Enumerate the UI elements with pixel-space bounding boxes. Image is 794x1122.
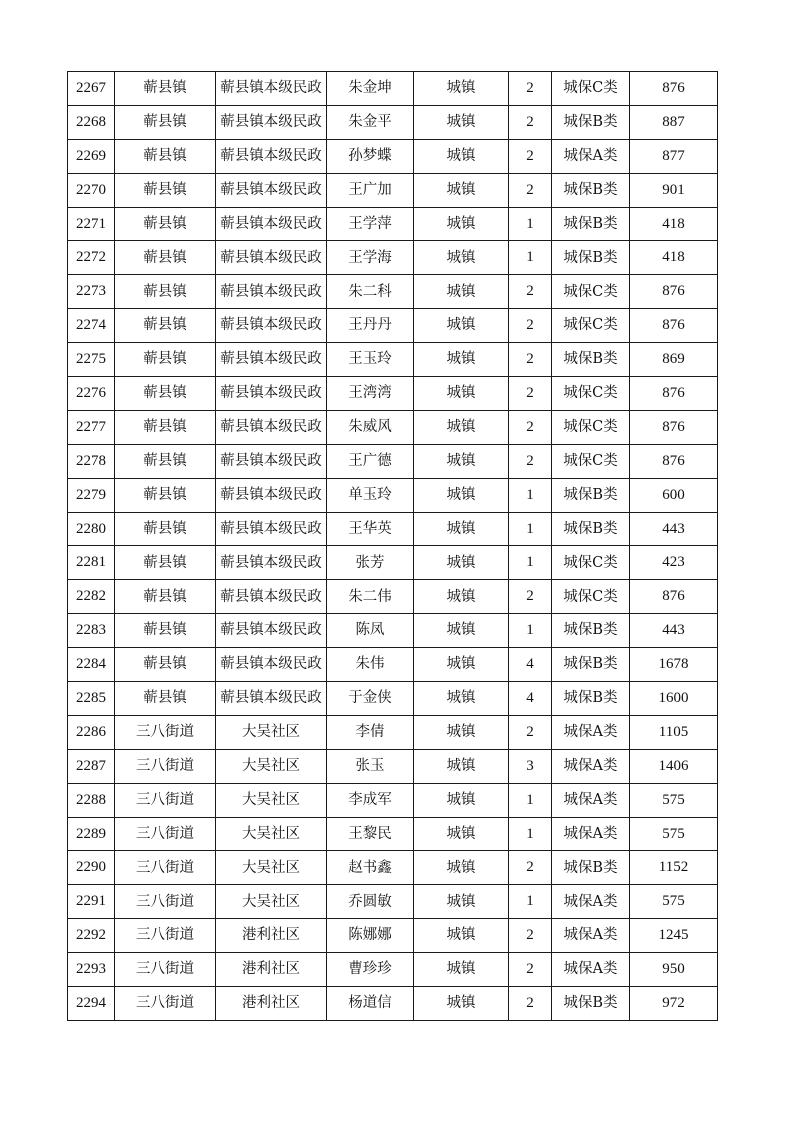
table-row [68, 885, 718, 919]
amount-cell: 869 [630, 343, 718, 377]
household-size-cell: 2 [509, 173, 552, 207]
area-type-cell: 城镇 [414, 478, 509, 512]
insurance-type-cell: 城保A类 [552, 817, 630, 851]
row-index: 2285 [68, 682, 115, 716]
row-index: 2287 [68, 749, 115, 783]
household-size-cell: 2 [509, 410, 552, 444]
community-cell: 蕲县镇本级民政 [216, 105, 327, 139]
community-cell: 蕲县镇本级民政 [216, 173, 327, 207]
household-size-cell: 1 [509, 783, 552, 817]
community-cell: 蕲县镇本级民政 [216, 139, 327, 173]
amount-cell: 876 [630, 410, 718, 444]
insurance-type-cell: 城保B类 [552, 682, 630, 716]
household-size-cell: 2 [509, 715, 552, 749]
household-size-cell: 2 [509, 105, 552, 139]
area-type-cell: 城镇 [414, 410, 509, 444]
amount-cell: 901 [630, 173, 718, 207]
town-cell: 蕲县镇 [115, 410, 216, 444]
town-cell: 蕲县镇 [115, 343, 216, 377]
town-cell: 蕲县镇 [115, 72, 216, 106]
area-type-cell: 城镇 [414, 546, 509, 580]
row-index: 2270 [68, 173, 115, 207]
insurance-type-cell: 城保A类 [552, 715, 630, 749]
household-size-cell: 3 [509, 749, 552, 783]
amount-cell: 575 [630, 885, 718, 919]
area-type-cell: 城镇 [414, 987, 509, 1021]
community-cell: 大吴社区 [216, 851, 327, 885]
amount-cell: 950 [630, 953, 718, 987]
community-cell: 蕲县镇本级民政 [216, 614, 327, 648]
name-cell: 朱二伟 [327, 580, 414, 614]
name-cell: 王玉玲 [327, 343, 414, 377]
row-index: 2288 [68, 783, 115, 817]
name-cell: 于金侠 [327, 682, 414, 716]
area-type-cell: 城镇 [414, 715, 509, 749]
name-cell: 王学海 [327, 241, 414, 275]
table-row [68, 817, 718, 851]
insurance-type-cell: 城保B类 [552, 512, 630, 546]
table-row [68, 783, 718, 817]
community-cell: 蕲县镇本级民政 [216, 546, 327, 580]
area-type-cell: 城镇 [414, 173, 509, 207]
town-cell: 蕲县镇 [115, 444, 216, 478]
row-index: 2271 [68, 207, 115, 241]
insurance-type-cell: 城保C类 [552, 275, 630, 309]
household-size-cell: 2 [509, 275, 552, 309]
insurance-type-cell: 城保A类 [552, 749, 630, 783]
amount-cell: 1152 [630, 851, 718, 885]
name-cell: 李倩 [327, 715, 414, 749]
town-cell: 三八街道 [115, 817, 216, 851]
name-cell: 王湾湾 [327, 377, 414, 411]
household-size-cell: 2 [509, 953, 552, 987]
community-cell: 蕲县镇本级民政 [216, 478, 327, 512]
town-cell: 蕲县镇 [115, 173, 216, 207]
insurance-type-cell: 城保C类 [552, 444, 630, 478]
row-index: 2269 [68, 139, 115, 173]
table-row [68, 749, 718, 783]
amount-cell: 877 [630, 139, 718, 173]
amount-cell: 887 [630, 105, 718, 139]
name-cell: 张玉 [327, 749, 414, 783]
household-size-cell: 2 [509, 139, 552, 173]
area-type-cell: 城镇 [414, 682, 509, 716]
table-row [68, 139, 718, 173]
area-type-cell: 城镇 [414, 851, 509, 885]
community-cell: 港利社区 [216, 919, 327, 953]
beneficiary-table [67, 71, 718, 1021]
row-index: 2281 [68, 546, 115, 580]
table-row [68, 173, 718, 207]
area-type-cell: 城镇 [414, 105, 509, 139]
row-index: 2276 [68, 377, 115, 411]
name-cell: 赵书鑫 [327, 851, 414, 885]
amount-cell: 600 [630, 478, 718, 512]
town-cell: 三八街道 [115, 851, 216, 885]
row-index: 2292 [68, 919, 115, 953]
town-cell: 蕲县镇 [115, 309, 216, 343]
town-cell: 蕲县镇 [115, 478, 216, 512]
name-cell: 李成军 [327, 783, 414, 817]
table-row [68, 987, 718, 1021]
household-size-cell: 2 [509, 580, 552, 614]
name-cell: 朱金坤 [327, 72, 414, 106]
insurance-type-cell: 城保C类 [552, 580, 630, 614]
name-cell: 王华英 [327, 512, 414, 546]
row-index: 2293 [68, 953, 115, 987]
table-row [68, 410, 718, 444]
insurance-type-cell: 城保B类 [552, 648, 630, 682]
row-index: 2267 [68, 72, 115, 106]
amount-cell: 418 [630, 207, 718, 241]
table-row [68, 241, 718, 275]
insurance-type-cell: 城保A类 [552, 919, 630, 953]
area-type-cell: 城镇 [414, 749, 509, 783]
row-index: 2284 [68, 648, 115, 682]
town-cell: 蕲县镇 [115, 546, 216, 580]
household-size-cell: 2 [509, 343, 552, 377]
row-index: 2290 [68, 851, 115, 885]
household-size-cell: 1 [509, 207, 552, 241]
town-cell: 蕲县镇 [115, 207, 216, 241]
row-index: 2283 [68, 614, 115, 648]
area-type-cell: 城镇 [414, 783, 509, 817]
area-type-cell: 城镇 [414, 241, 509, 275]
table-row [68, 343, 718, 377]
amount-cell: 1105 [630, 715, 718, 749]
community-cell: 蕲县镇本级民政 [216, 410, 327, 444]
town-cell: 蕲县镇 [115, 139, 216, 173]
name-cell: 王广加 [327, 173, 414, 207]
table-row [68, 648, 718, 682]
household-size-cell: 4 [509, 648, 552, 682]
area-type-cell: 城镇 [414, 72, 509, 106]
amount-cell: 443 [630, 512, 718, 546]
area-type-cell: 城镇 [414, 512, 509, 546]
amount-cell: 575 [630, 817, 718, 851]
community-cell: 港利社区 [216, 987, 327, 1021]
amount-cell: 443 [630, 614, 718, 648]
area-type-cell: 城镇 [414, 139, 509, 173]
household-size-cell: 2 [509, 377, 552, 411]
household-size-cell: 1 [509, 817, 552, 851]
area-type-cell: 城镇 [414, 275, 509, 309]
name-cell: 单玉玲 [327, 478, 414, 512]
town-cell: 蕲县镇 [115, 241, 216, 275]
table-row [68, 512, 718, 546]
amount-cell: 423 [630, 546, 718, 580]
amount-cell: 1678 [630, 648, 718, 682]
table-row [68, 478, 718, 512]
table-row [68, 715, 718, 749]
amount-cell: 575 [630, 783, 718, 817]
area-type-cell: 城镇 [414, 817, 509, 851]
insurance-type-cell: 城保B类 [552, 207, 630, 241]
amount-cell: 876 [630, 72, 718, 106]
insurance-type-cell: 城保B类 [552, 105, 630, 139]
insurance-type-cell: 城保B类 [552, 614, 630, 648]
community-cell: 港利社区 [216, 953, 327, 987]
table-row [68, 207, 718, 241]
town-cell: 蕲县镇 [115, 580, 216, 614]
insurance-type-cell: 城保C类 [552, 309, 630, 343]
name-cell: 王丹丹 [327, 309, 414, 343]
insurance-type-cell: 城保B类 [552, 173, 630, 207]
row-index: 2275 [68, 343, 115, 377]
table-row [68, 851, 718, 885]
community-cell: 大吴社区 [216, 817, 327, 851]
household-size-cell: 2 [509, 72, 552, 106]
insurance-type-cell: 城保C类 [552, 410, 630, 444]
name-cell: 朱伟 [327, 648, 414, 682]
table-row [68, 444, 718, 478]
town-cell: 三八街道 [115, 885, 216, 919]
name-cell: 曹珍珍 [327, 953, 414, 987]
row-index: 2277 [68, 410, 115, 444]
insurance-type-cell: 城保B类 [552, 987, 630, 1021]
community-cell: 蕲县镇本级民政 [216, 72, 327, 106]
community-cell: 蕲县镇本级民政 [216, 241, 327, 275]
insurance-type-cell: 城保C类 [552, 72, 630, 106]
row-index: 2289 [68, 817, 115, 851]
community-cell: 蕲县镇本级民政 [216, 580, 327, 614]
table-row [68, 546, 718, 580]
household-size-cell: 1 [509, 885, 552, 919]
town-cell: 三八街道 [115, 715, 216, 749]
row-index: 2279 [68, 478, 115, 512]
community-cell: 大吴社区 [216, 885, 327, 919]
insurance-type-cell: 城保A类 [552, 139, 630, 173]
name-cell: 朱二科 [327, 275, 414, 309]
row-index: 2294 [68, 987, 115, 1021]
town-cell: 三八街道 [115, 987, 216, 1021]
area-type-cell: 城镇 [414, 580, 509, 614]
community-cell: 蕲县镇本级民政 [216, 444, 327, 478]
household-size-cell: 2 [509, 444, 552, 478]
community-cell: 蕲县镇本级民政 [216, 682, 327, 716]
amount-cell: 418 [630, 241, 718, 275]
community-cell: 蕲县镇本级民政 [216, 343, 327, 377]
household-size-cell: 2 [509, 919, 552, 953]
community-cell: 蕲县镇本级民政 [216, 309, 327, 343]
table-row [68, 275, 718, 309]
community-cell: 蕲县镇本级民政 [216, 512, 327, 546]
table-row [68, 682, 718, 716]
table-row [68, 105, 718, 139]
insurance-type-cell: 城保A类 [552, 885, 630, 919]
household-size-cell: 1 [509, 614, 552, 648]
area-type-cell: 城镇 [414, 614, 509, 648]
row-index: 2273 [68, 275, 115, 309]
community-cell: 蕲县镇本级民政 [216, 275, 327, 309]
insurance-type-cell: 城保A类 [552, 783, 630, 817]
area-type-cell: 城镇 [414, 885, 509, 919]
amount-cell: 876 [630, 309, 718, 343]
row-index: 2268 [68, 105, 115, 139]
row-index: 2291 [68, 885, 115, 919]
town-cell: 三八街道 [115, 919, 216, 953]
town-cell: 蕲县镇 [115, 105, 216, 139]
insurance-type-cell: 城保C类 [552, 377, 630, 411]
area-type-cell: 城镇 [414, 444, 509, 478]
insurance-type-cell: 城保B类 [552, 241, 630, 275]
household-size-cell: 1 [509, 546, 552, 580]
community-cell: 蕲县镇本级民政 [216, 377, 327, 411]
household-size-cell: 4 [509, 682, 552, 716]
town-cell: 三八街道 [115, 953, 216, 987]
table-row [68, 953, 718, 987]
town-cell: 蕲县镇 [115, 648, 216, 682]
town-cell: 蕲县镇 [115, 682, 216, 716]
name-cell: 王广德 [327, 444, 414, 478]
insurance-type-cell: 城保B类 [552, 343, 630, 377]
name-cell: 张芳 [327, 546, 414, 580]
town-cell: 三八街道 [115, 783, 216, 817]
household-size-cell: 2 [509, 309, 552, 343]
insurance-type-cell: 城保C类 [552, 546, 630, 580]
table-row [68, 72, 718, 106]
amount-cell: 876 [630, 580, 718, 614]
area-type-cell: 城镇 [414, 919, 509, 953]
amount-cell: 1245 [630, 919, 718, 953]
row-index: 2274 [68, 309, 115, 343]
community-cell: 大吴社区 [216, 715, 327, 749]
insurance-type-cell: 城保A类 [552, 953, 630, 987]
insurance-type-cell: 城保B类 [552, 478, 630, 512]
name-cell: 朱威风 [327, 410, 414, 444]
table-row [68, 309, 718, 343]
amount-cell: 876 [630, 377, 718, 411]
row-index: 2272 [68, 241, 115, 275]
town-cell: 蕲县镇 [115, 512, 216, 546]
table-row [68, 377, 718, 411]
area-type-cell: 城镇 [414, 343, 509, 377]
community-cell: 大吴社区 [216, 783, 327, 817]
household-size-cell: 1 [509, 241, 552, 275]
community-cell: 蕲县镇本级民政 [216, 207, 327, 241]
town-cell: 三八街道 [115, 749, 216, 783]
household-size-cell: 1 [509, 512, 552, 546]
household-size-cell: 2 [509, 987, 552, 1021]
town-cell: 蕲县镇 [115, 275, 216, 309]
name-cell: 孙梦蝶 [327, 139, 414, 173]
town-cell: 蕲县镇 [115, 377, 216, 411]
name-cell: 王学萍 [327, 207, 414, 241]
name-cell: 乔圆敏 [327, 885, 414, 919]
household-size-cell: 2 [509, 851, 552, 885]
name-cell: 王黎民 [327, 817, 414, 851]
area-type-cell: 城镇 [414, 309, 509, 343]
name-cell: 杨道信 [327, 987, 414, 1021]
area-type-cell: 城镇 [414, 207, 509, 241]
row-index: 2286 [68, 715, 115, 749]
household-size-cell: 1 [509, 478, 552, 512]
area-type-cell: 城镇 [414, 953, 509, 987]
town-cell: 蕲县镇 [115, 614, 216, 648]
insurance-type-cell: 城保B类 [552, 851, 630, 885]
table-row [68, 614, 718, 648]
amount-cell: 972 [630, 987, 718, 1021]
row-index: 2278 [68, 444, 115, 478]
name-cell: 陈娜娜 [327, 919, 414, 953]
area-type-cell: 城镇 [414, 648, 509, 682]
row-index: 2280 [68, 512, 115, 546]
name-cell: 朱金平 [327, 105, 414, 139]
table-row [68, 580, 718, 614]
name-cell: 陈凤 [327, 614, 414, 648]
community-cell: 大吴社区 [216, 749, 327, 783]
amount-cell: 1600 [630, 682, 718, 716]
community-cell: 蕲县镇本级民政 [216, 648, 327, 682]
amount-cell: 1406 [630, 749, 718, 783]
area-type-cell: 城镇 [414, 377, 509, 411]
amount-cell: 876 [630, 275, 718, 309]
amount-cell: 876 [630, 444, 718, 478]
table-row [68, 919, 718, 953]
row-index: 2282 [68, 580, 115, 614]
table-body [68, 72, 718, 1021]
